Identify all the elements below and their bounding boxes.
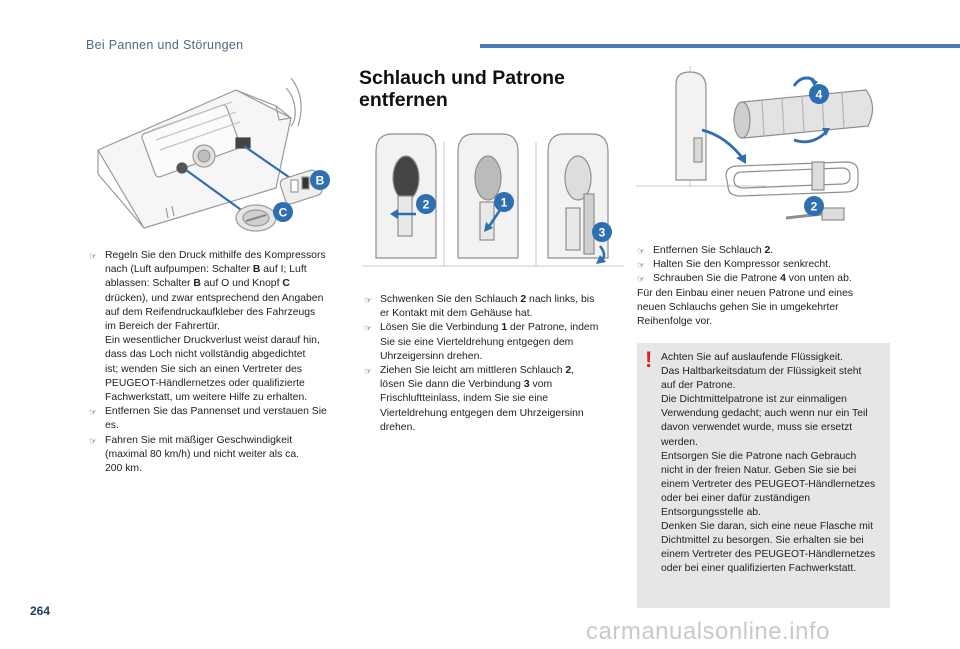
text-line: (maximal 80 km/h) und nicht weiter als ca.: [105, 448, 300, 460]
text-line: drücken), und zwar entsprechend den Angaben: [105, 292, 324, 304]
text-line: ist; wenden Sie sich an einen Vertreter des: [105, 363, 302, 375]
text-line: Fahren Sie mit mäßiger Geschwindigkeit: [105, 434, 293, 446]
text-line: lösen Sie dann die Verbindung 3 vom: [380, 379, 553, 391]
pointing-hand-icon: ☞: [89, 251, 98, 261]
text-line: Ein wesentlicher Druckverlust weist darauf hin,: [105, 335, 320, 347]
text-line: drehen.: [380, 421, 416, 433]
list-item: [637, 244, 899, 258]
text-line: nach (Luft aufpumpen: Schalter B auf I; Luft: [105, 264, 307, 276]
hose-removal-steps-illustration: [362, 112, 624, 272]
pointing-hand-icon: ☞: [364, 323, 373, 334]
text-line: Sie sie eine Vierteldrehung entgegen dem: [380, 336, 574, 348]
text-line: Entfernen Sie Schlauch 2.: [653, 245, 774, 256]
text-line: Dichtmittel zu besorgen. Sie erhalten sie bei: [661, 535, 864, 547]
text-line: Die Dichtmittelpatrone ist zur einmaligen: [661, 394, 847, 406]
reassembly-paragraph: [637, 287, 899, 330]
pointing-hand-icon: ☞: [89, 407, 98, 418]
compressor-kit-illustration: [86, 78, 346, 238]
text-line: oder bei einer qualifizierten Fachwerkstatt.: [661, 563, 857, 575]
text-line: Achten Sie auf auslaufende Flüssigkeit.: [661, 352, 843, 363]
list-item: [89, 434, 351, 477]
text-line: es.: [105, 420, 119, 432]
callout-2: 2: [422, 197, 430, 212]
list-item: [89, 249, 351, 405]
section-header-title: Bei Pannen und Störungen: [86, 38, 244, 52]
column-3-instructions: [637, 244, 899, 329]
column-2-instructions: [364, 293, 634, 435]
text-line: neuen Schlauchs gehen Sie in umgekehrter: [637, 301, 839, 313]
text-line: nicht in der freien Natur. Geben Sie sie bei: [661, 464, 857, 476]
text-line: davon verwendet wurde, muss sie ersetzt: [661, 422, 853, 434]
text-line: einem Vertreter des PEUGEOT-Händlernetzes: [661, 549, 876, 561]
list-item: [364, 364, 634, 435]
list-item: [364, 321, 634, 364]
text-line: Entsorgungsstelle ab.: [661, 507, 761, 519]
text-line: Reihenfolge vor.: [637, 316, 713, 328]
text-line: im Bereich der Fahrertür.: [105, 321, 220, 333]
exclamation-icon: !: [645, 347, 653, 372]
page-number: 264: [30, 604, 51, 618]
callout-4: 4: [815, 87, 823, 102]
watermark: carmanualsonline.info: [586, 618, 830, 645]
text-line: 200 km.: [105, 463, 142, 475]
callout-3: 3: [598, 225, 606, 240]
text-line: Regeln Sie den Druck mithilfe des Kompressors: [105, 250, 326, 261]
callout-c: C: [278, 205, 288, 220]
text-line: Halten Sie den Kompressor senkrecht.: [653, 259, 831, 271]
header-accent-bar: [480, 44, 960, 48]
text-line: Verwendung gedacht; auch wenn nur ein Teil: [661, 408, 868, 420]
callout-1: 1: [500, 195, 508, 210]
text-line: Schrauben Sie die Patrone 4 von unten ab.: [653, 273, 852, 285]
pointing-hand-icon: ☞: [364, 366, 373, 377]
column-1-instructions: [89, 249, 351, 476]
text-line: oder bei einer dafür zuständigen: [661, 492, 811, 504]
text-line: Für den Einbau einer neuen Patrone und eines: [637, 287, 854, 299]
text-line: Lösen Sie die Verbindung 1 der Patrone, indem: [380, 322, 599, 334]
pointing-hand-icon: ☞: [637, 260, 646, 271]
cartridge-unscrew-illustration: [636, 66, 888, 242]
list-item: [637, 272, 899, 286]
text-line: er Kontakt mit dem Gehäuse hat.: [380, 308, 533, 320]
text-line: Uhrzeigersinn drehen.: [380, 350, 483, 362]
text-line: Fachwerkstatt, um weitere Hilfe zu erhalten.: [105, 392, 308, 404]
list-item: [637, 258, 899, 272]
text-line: Entfernen Sie das Pannenset und verstauen Sie: [105, 406, 327, 418]
text-line: Frischluftteinlass, indem Sie sie eine: [380, 393, 549, 405]
warning-text: [661, 351, 875, 577]
text-line: auf der Patrone.: [661, 380, 736, 392]
callout-2: 2: [810, 199, 818, 214]
section-title: [359, 67, 565, 111]
pointing-hand-icon: ☞: [637, 246, 646, 256]
pointing-hand-icon: ☞: [89, 435, 98, 446]
section-title-line: Schlauch und Patrone: [359, 67, 565, 89]
list-item: [89, 405, 351, 433]
text-line: Denken Sie daran, sich eine neue Flasche mit: [661, 521, 873, 533]
text-line: Das Haltbarkeitsdatum der Flüssigkeit steht: [661, 366, 862, 378]
text-line: ablassen: Schalter B auf O und Knopf C: [105, 278, 290, 290]
pointing-hand-icon: ☞: [364, 295, 373, 305]
text-line: dass das Loch nicht vollständig abgedichtet: [105, 349, 306, 361]
pointing-hand-icon: ☞: [637, 274, 646, 285]
text-line: Vierteldrehung entgegen dem Uhrzeigersinn: [380, 407, 584, 419]
list-item: [364, 293, 634, 321]
callout-b: B: [315, 173, 325, 188]
text-line: Schwenken Sie den Schlauch 2 nach links, bis: [380, 294, 595, 305]
text-line: Entsorgen Sie die Patrone nach Gebrauch: [661, 450, 857, 462]
text-line: Ziehen Sie leicht am mittleren Schlauch 2,: [380, 365, 575, 377]
text-line: werden.: [661, 436, 698, 448]
section-title-line: entfernen: [359, 89, 448, 111]
text-line: einem Vertreter des PEUGEOT-Händlernetzes: [661, 478, 876, 490]
text-line: PEUGEOT-Händlernetzes oder qualifizierte: [105, 377, 305, 389]
text-line: auf dem Reifendruckaufkleber des Fahrzeugs: [105, 306, 316, 318]
